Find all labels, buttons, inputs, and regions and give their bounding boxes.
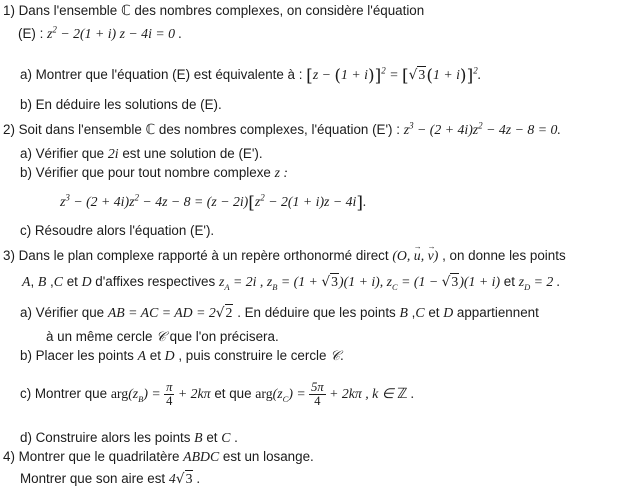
- q4-heading-text: 4) Montrer que le quadrilatère: [3, 449, 180, 464]
- q3d-text: d) Construire alors les points: [20, 430, 191, 445]
- q3-points: A: [22, 274, 31, 289]
- q2b-item: [20, 164, 288, 181]
- q2a-value: 2i: [107, 146, 119, 161]
- q3a-text: a) Vérifier que: [20, 305, 105, 320]
- q1a-formula: $[z - (1 + i)]^2 = [√3(1 + i)]^2$.: [306, 65, 482, 86]
- q3b-mid: , puis construire le cercle: [178, 348, 327, 363]
- q3c-formula-1: $arg(z_B)$ = $\frac{\pi}{4}$ + 2kπ: [110, 380, 211, 409]
- q3-frame: (O, → u, → v): [392, 248, 438, 263]
- q2b-factorization-formula: $z^3 - (2 + 4i)z^2 - 4z - 8 = (z - 2i)[z^2 - 2(1 + i)z - 4i]$.: [60, 192, 367, 213]
- q3c-formula-2: $arg(z_C)$ = $\frac{5\pi}{4}$ + 2kπ , k ∈ ℤ .: [255, 380, 415, 409]
- q2-equation-formula: $z^3 - (2 + 4i)z^2 - 4z - 8 = 0$.: [403, 120, 561, 137]
- q4-quadrilateral: ABDC: [183, 449, 220, 464]
- q3a-line2-text: à un même cercle: [46, 329, 153, 344]
- q3a-tail: . En déduire que les points: [237, 305, 396, 320]
- q3a-formula: AB = AC = AD = 2√2: [107, 305, 233, 321]
- q3b-text: b) Placer les points: [20, 348, 134, 363]
- q4-heading-tail: est un losange.: [222, 449, 314, 464]
- q3a-line2: [46, 328, 279, 346]
- q3-heading: [3, 247, 566, 264]
- q3c-item: [20, 381, 414, 408]
- q1b-item: [20, 96, 222, 113]
- circle-symbol: 𝒞: [156, 330, 166, 345]
- q2c-text: c) Résoudre alors l'équation (E').: [20, 223, 215, 238]
- q3a-item: a) Vérifier que AB = AC = AD = 2√2 . En déduire que les points B ,C et D appartiennent: [20, 305, 539, 321]
- set-c-symbol-2: ℂ: [145, 122, 156, 137]
- q3b-item: b) Placer les points A et D , puis construire le cercle 𝒞.: [20, 348, 344, 364]
- q4-heading: [3, 448, 314, 465]
- q2a-item: [20, 145, 263, 162]
- q2b-text: b) Vérifier que pour tout nombre complexe: [20, 165, 271, 180]
- q3-heading-text: 3) Dans le plan complexe rapporté à un repère orthonormé direct: [3, 248, 389, 263]
- q1-heading-tail: des nombres complexes, on considère l'équation: [134, 3, 425, 18]
- q3c-mid: et que: [214, 386, 252, 401]
- q1-equation-label: (E) :: [18, 26, 44, 41]
- q2b-var: z :: [274, 165, 288, 180]
- q3-affixes: A, B ,C et D d'affixes respectives $z_A = 2i$ , $z_B = (1 + √3)(1 + i)$, $z_C = (1 - √3)(1 + i)$ et $z_D = 2$ .: [22, 274, 561, 292]
- q3a-line2-tail: que l'on précisera.: [169, 329, 279, 344]
- q1a-item: [20, 66, 481, 85]
- q2a-text: a) Vérifier que: [20, 146, 105, 161]
- q4-line2: [20, 470, 200, 488]
- q1a-text: a) Montrer que l'équation (E) est équivalente à :: [20, 67, 303, 82]
- q1-heading: [3, 2, 424, 19]
- q3-affixes-mid: d'affixes respectives: [95, 274, 216, 289]
- q2-heading-mid: des nombres complexes, l'équation (E') :: [158, 122, 400, 137]
- q3a-tail2: appartiennent: [456, 305, 539, 320]
- q1b-text: b) En déduire les solutions de (E).: [20, 97, 222, 112]
- q2-heading-text: 2) Soit dans l'ensemble: [3, 122, 142, 137]
- q4-area: 4√3 .: [168, 471, 201, 487]
- circle-symbol-2: 𝒞: [330, 349, 340, 364]
- q3c-text: c) Montrer que: [20, 386, 108, 401]
- q1-equation-formula: $z^2 - 2(1 + i) z - 4i = 0$ .: [47, 24, 182, 41]
- set-c-symbol: ℂ: [120, 3, 131, 18]
- q3-heading-tail: , on donne les points: [442, 248, 566, 263]
- q2b-factorization: [60, 193, 366, 212]
- q2a-tail: est une solution de (E').: [122, 146, 263, 161]
- q3-affixes-formula: $z_A = 2i$ , $z_B = (1 + √3)(1 + i)$, $z_C = (1 - √3)(1 + i)$: [218, 274, 501, 292]
- q1-equation: [18, 25, 182, 42]
- q3-affix-d: $z_D = 2$ .: [518, 274, 561, 292]
- q4-line2-text: Montrer que son aire est: [20, 471, 166, 486]
- q1-heading-text: 1) Dans l'ensemble: [3, 3, 118, 18]
- q2c-item: [20, 222, 214, 239]
- q3d-item: d) Construire alors les points B et C .: [20, 430, 238, 445]
- q2-heading: [3, 121, 561, 138]
